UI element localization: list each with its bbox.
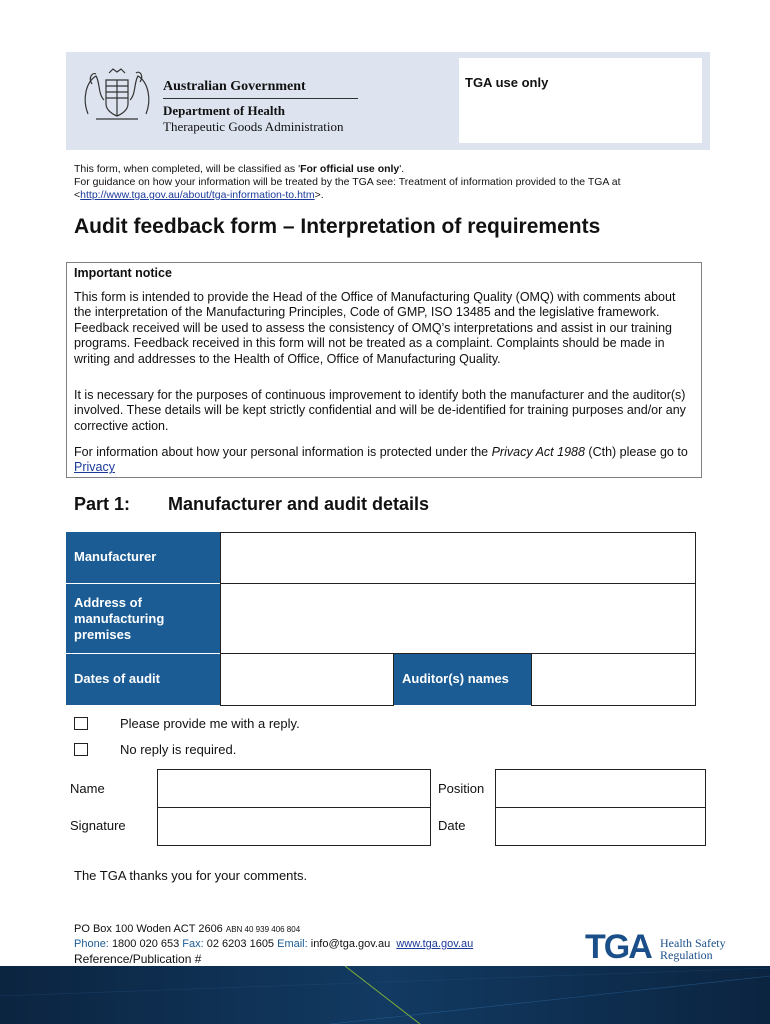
auditor-names-input[interactable]	[531, 653, 696, 706]
auditor-names-label: Auditor(s) names	[394, 654, 531, 706]
classif-text-bold: For official use only	[300, 163, 400, 175]
phone-label: Phone:	[74, 938, 109, 950]
no-reply-checkbox[interactable]	[74, 743, 88, 756]
name-label: Name	[70, 781, 105, 796]
position-input[interactable]	[495, 769, 706, 808]
reply-checkbox[interactable]	[74, 717, 88, 730]
footer-decorative-band	[0, 966, 770, 1024]
part-1-label: Part 1:	[74, 494, 131, 514]
date-input[interactable]	[495, 807, 706, 846]
date-label: Date	[438, 818, 466, 833]
important-notice-box	[66, 262, 702, 478]
fax-number: 02 6203 1605	[206, 938, 275, 950]
agency-name: Therapeutic Goods Administration	[163, 119, 344, 134]
classification-notice	[74, 163, 734, 202]
tga-use-only-box	[459, 58, 702, 143]
no-reply-option-label: No reply is required.	[120, 742, 237, 757]
notice-privacy-pre: For information about how your personal information is protected under the	[74, 445, 492, 459]
tga-logo-tagline	[660, 937, 726, 961]
notice-paragraph-2: It is necessary for the purposes of continuous improvement to identify both the manufacturer and the auditor(s) involved. These details will be kept strictly confidential and will be de-identified for training purposes and/or any corrective action.	[74, 388, 686, 433]
position-label: Position	[438, 781, 485, 796]
email-address: info@tga.gov.au	[310, 938, 391, 950]
tga-logo-text: TGA	[585, 928, 651, 966]
email-label: Email:	[277, 938, 308, 950]
dates-of-audit-label: Dates of audit	[66, 654, 220, 706]
reply-option-label: Please provide me with a reply.	[120, 716, 300, 731]
notice-heading: Important notice	[74, 266, 172, 280]
logo-line-1: Health Safety	[660, 936, 726, 950]
notice-privacy-mid: (Cth) please go to	[584, 445, 688, 459]
header-divider	[163, 98, 358, 99]
classif-guidance: For guidance on how your information will be treated by the TGA see: Treatment of information provided to the TGA at	[74, 176, 621, 188]
classif-link-open: <	[74, 189, 81, 201]
government-title: Australian Government	[163, 79, 306, 94]
classif-text-pre: This form, when completed, will be classified as '	[74, 163, 301, 175]
part-1-title: Manufacturer and audit details	[168, 494, 430, 514]
phone-number: 1800 020 653	[111, 938, 180, 950]
reference-publication: Reference/Publication #	[74, 952, 202, 966]
manufacturer-label: Manufacturer	[66, 532, 220, 584]
classif-text-post: '.	[399, 163, 405, 175]
privacy-link[interactable]: Privacy	[74, 460, 115, 475]
department-name: Department of Health	[163, 103, 286, 118]
thanks-message: The TGA thanks you for your comments.	[74, 868, 308, 883]
address-label: Address of manufacturing premises	[66, 584, 220, 654]
footer-address-line	[74, 923, 300, 935]
classif-link-close: >.	[314, 189, 324, 201]
signature-input[interactable]	[157, 807, 431, 846]
website-link[interactable]: www.tga.gov.au	[396, 938, 474, 950]
footer-contact-line	[74, 938, 473, 950]
tga-information-link[interactable]: http://www.tga.gov.au/about/tga-information-to.htm	[80, 189, 315, 201]
name-input[interactable]	[157, 769, 431, 808]
signature-label: Signature	[70, 818, 126, 833]
logo-line-2: Regulation	[660, 948, 713, 962]
tga-use-only-label: TGA use only	[465, 75, 549, 90]
fax-label: Fax:	[182, 938, 204, 950]
form-title: Audit feedback form – Interpretation of requirements	[74, 215, 601, 238]
address-input[interactable]	[220, 583, 696, 654]
notice-privacy-act: Privacy Act 1988	[491, 445, 585, 459]
notice-paragraph-1: This form is intended to provide the Head of the Office of Manufacturing Quality (OMQ) with comments about the interpretation of the Manufacturing Principles, Code of GMP, ISO 13485 and the legislative framework. Feedback received will be used to assess the consistency of OMQ’s interpretations and assist in our training programs. Feedback received in this form will not be treated as a complaint. Complaints should be made in writing and addresses to the Health of Office, Office of Manufacturing Quality.	[74, 290, 676, 366]
dates-of-audit-input[interactable]	[220, 653, 394, 706]
footer-address: PO Box 100 Woden ACT 2606	[74, 923, 223, 935]
footer-abn: ABN 40 939 406 804	[225, 925, 301, 934]
coat-of-arms-icon	[78, 64, 156, 126]
manufacturer-input[interactable]	[220, 532, 696, 584]
